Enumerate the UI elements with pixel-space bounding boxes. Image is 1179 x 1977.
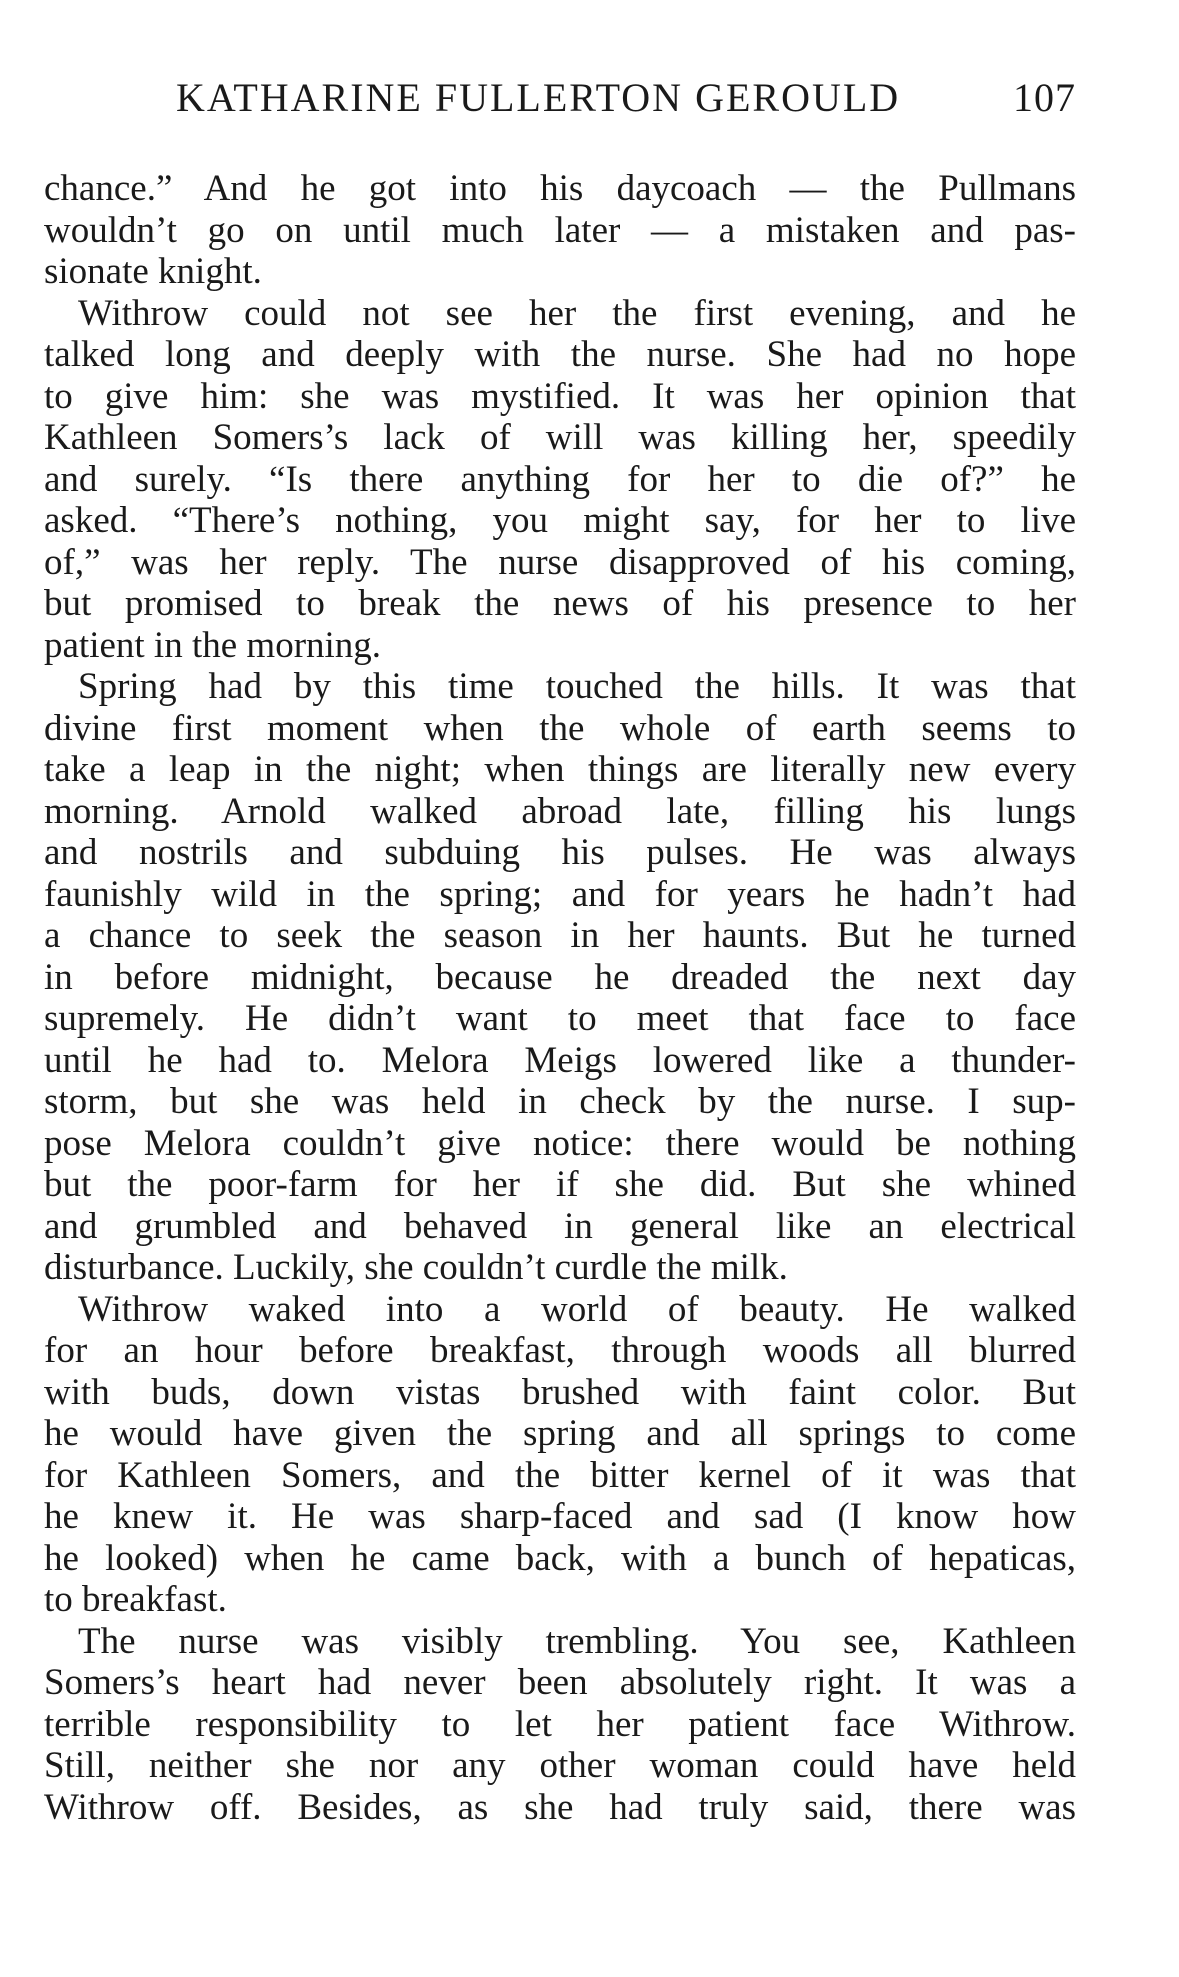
text-line: with buds, down vistas brushed with faint color. But (44, 1371, 1076, 1413)
text-line: storm, but she was held in check by the nurse. I sup- (44, 1081, 1076, 1122)
text-line: of,” was her reply. The nurse disapproved of his coming, (44, 541, 1076, 583)
text-line: and grumbled and behaved in general like an electrical (44, 1205, 1076, 1247)
text-line: in before midnight, because he dreaded the next day (44, 956, 1076, 998)
text-line: asked. “There’s nothing, you might say, for her to live (44, 500, 1076, 541)
text-line: but promised to break the news of his presence to her (44, 583, 1076, 624)
page-number: 107 (1013, 75, 1076, 120)
text-line: pose Melora couldn’t give notice: there would be nothing (44, 1122, 1076, 1164)
text-line: sionate knight. (44, 251, 262, 292)
text-line: faunishly wild in the spring; and for years he hadn’t had (44, 873, 1076, 915)
text-line: morning. Arnold walked abroad late, filling his lungs (44, 790, 1076, 832)
text-line: Kathleen Somers’s lack of will was killing her, speedily (44, 417, 1076, 458)
text-line: Withrow could not see her the first evening, and he (78, 292, 1076, 334)
text-line: a chance to seek the season in her haunts. But he turned (44, 915, 1076, 956)
text-line: he looked) when he came back, with a bunch of hepaticas, (44, 1537, 1076, 1579)
text-line: wouldn’t go on until much later — a mistaken and pas- (44, 209, 1076, 251)
text-line: Somers’s heart had never been absolutely right. It was a (44, 1662, 1076, 1703)
body-text (44, 168, 1076, 1828)
text-line: talked long and deeply with the nurse. She had no hope (44, 334, 1076, 375)
text-line: for an hour before breakfast, through woods all blurred (44, 1330, 1076, 1371)
text-line: patient in the morning. (44, 624, 382, 666)
text-line: for Kathleen Somers, and the bitter kernel of it was that (44, 1454, 1076, 1496)
text-line: take a leap in the night; when things are literally new every (44, 749, 1076, 790)
text-line: he knew it. He was sharp-faced and sad (I know how (44, 1496, 1076, 1537)
text-line: Withrow off. Besides, as she had truly said, there was (44, 1786, 1076, 1828)
text-line: The nurse was visibly trembling. You see, Kathleen (78, 1620, 1076, 1662)
text-line: terrible responsibility to let her patient face Withrow. (44, 1703, 1076, 1745)
running-head: KATHARINE FULLERTON GEROULD (176, 75, 901, 120)
text-line: and nostrils and subduing his pulses. He was always (44, 832, 1076, 873)
text-line: Still, neither she nor any other woman could have held (44, 1745, 1076, 1786)
text-line: to breakfast. (44, 1579, 227, 1620)
text-line: he would have given the spring and all springs to come (44, 1413, 1076, 1454)
text-line: to give him: she was mystified. It was her opinion that (44, 375, 1076, 417)
text-line: chance.” And he got into his daycoach — the Pullmans (44, 168, 1076, 209)
text-line: supremely. He didn’t want to meet that face to face (44, 998, 1076, 1039)
text-line: divine first moment when the whole of earth seems to (44, 707, 1076, 749)
page-header (176, 74, 1076, 134)
text-line: Spring had by this time touched the hills. It was that (78, 666, 1076, 707)
text-line: disturbance. Luckily, she couldn’t curdle the milk. (44, 1247, 788, 1288)
text-line: Withrow waked into a world of beauty. He walked (78, 1288, 1076, 1330)
text-line: but the poor-farm for her if she did. But she whined (44, 1164, 1076, 1205)
text-line: until he had to. Melora Meigs lowered like a thunder- (44, 1039, 1076, 1081)
text-line: and surely. “Is there anything for her to die of?” he (44, 458, 1076, 500)
